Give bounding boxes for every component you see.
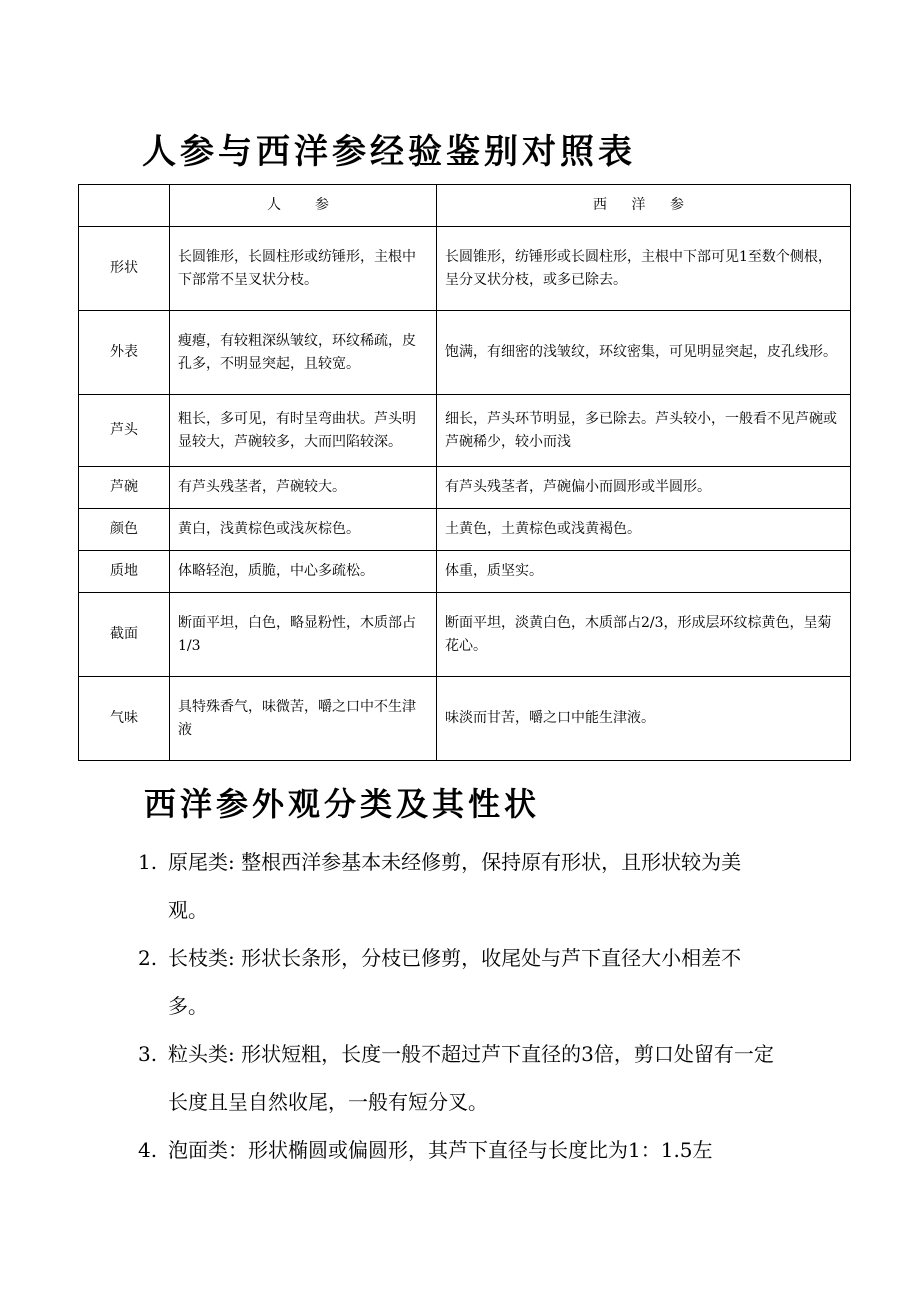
table-header-row — [79, 185, 851, 227]
header-cell-xiyangshen: 西 洋 参 — [437, 185, 851, 227]
attr-cell: 芦头 — [79, 395, 170, 467]
page-title: 人参与西洋参经验鉴别对照表 — [142, 132, 636, 172]
renshen-cell: 体略轻泡，质脆，中心多疏松。 — [170, 551, 437, 593]
list-item — [138, 934, 778, 1030]
xiyangshen-cell: 饱满，有细密的浅皱纹，环纹密集，可见明显突起，皮孔线形。 — [437, 311, 851, 395]
renshen-cell: 长圆锥形，长圆柱形或纺锤形，主根中下部常不呈叉状分枝。 — [170, 227, 437, 311]
table-row — [79, 509, 851, 551]
attr-cell: 芦碗 — [79, 467, 170, 509]
table-row — [79, 467, 851, 509]
attr-cell: 气味 — [79, 677, 170, 761]
attr-cell: 外表 — [79, 311, 170, 395]
table-row — [79, 551, 851, 593]
table-row — [79, 395, 851, 467]
table-row — [79, 677, 851, 761]
header-cell-blank — [79, 185, 170, 227]
list-item-number: 2. — [138, 946, 158, 970]
list-item-number: 3. — [138, 1042, 158, 1066]
list-item-text: 长枝类: 形状长条形，分枝已修剪，收尾处与芦下直径大小相差不多。 — [168, 946, 742, 1018]
table-row — [79, 227, 851, 311]
list-item-text: 粒头类: 形状短粗，长度一般不超过芦下直径的3倍，剪口处留有一定长度且呈自然收尾，一般有短分叉。 — [168, 1042, 774, 1114]
xiyangshen-cell: 味淡而甘苦，嚼之口中能生津液。 — [437, 677, 851, 761]
renshen-cell: 瘦瘪，有较粗深纵皱纹，环纹稀疏，皮孔多，不明显突起，且较宽。 — [170, 311, 437, 395]
xiyangshen-cell: 有芦头残茎者，芦碗偏小而圆形或半圆形。 — [437, 467, 851, 509]
renshen-cell: 黄白，浅黄棕色或浅灰棕色。 — [170, 509, 437, 551]
renshen-cell: 粗长，多可见，有时呈弯曲状。芦头明显较大，芦碗较多，大而凹陷较深。 — [170, 395, 437, 467]
list-item-number: 1. — [138, 850, 158, 874]
renshen-cell: 断面平坦，白色，略显粉性，木质部占1/3 — [170, 593, 437, 677]
renshen-cell: 有芦头残茎者，芦碗较大。 — [170, 467, 437, 509]
table-row — [79, 311, 851, 395]
renshen-cell: 具特殊香气，味微苦，嚼之口中不生津液 — [170, 677, 437, 761]
classification-list — [138, 838, 778, 1174]
table-row — [79, 593, 851, 677]
list-item — [138, 1030, 778, 1126]
xiyangshen-cell: 土黄色，土黄棕色或浅黄褐色。 — [437, 509, 851, 551]
list-item-text: 泡面类：形状椭圆或偏圆形，其芦下直径与长度比为1：1.5左 — [168, 1138, 713, 1162]
attr-cell: 截面 — [79, 593, 170, 677]
xiyangshen-cell: 细长，芦头环节明显，多已除去。芦头较小，一般看不见芦碗或芦碗稀少，较小而浅 — [437, 395, 851, 467]
attr-cell: 形状 — [79, 227, 170, 311]
attr-cell: 颜色 — [79, 509, 170, 551]
xiyangshen-cell: 断面平坦，淡黄白色，木质部占2/3，形成层环纹棕黄色，呈菊花心。 — [437, 593, 851, 677]
list-item-text: 原尾类: 整根西洋参基本未经修剪，保持原有形状，且形状较为美观。 — [168, 850, 742, 922]
list-item — [138, 1126, 778, 1174]
xiyangshen-cell: 体重，质坚实。 — [437, 551, 851, 593]
comparison-table — [78, 184, 851, 761]
attr-cell: 质地 — [79, 551, 170, 593]
list-item — [138, 838, 778, 934]
xiyangshen-cell: 长圆锥形，纺锤形或长圆柱形，主根中下部可见1至数个侧根，呈分叉状分枝，或多已除去。 — [437, 227, 851, 311]
list-item-number: 4. — [138, 1138, 158, 1162]
header-cell-renshen: 人 参 — [170, 185, 437, 227]
section-title: 西洋参外观分类及其性状 — [144, 785, 541, 823]
